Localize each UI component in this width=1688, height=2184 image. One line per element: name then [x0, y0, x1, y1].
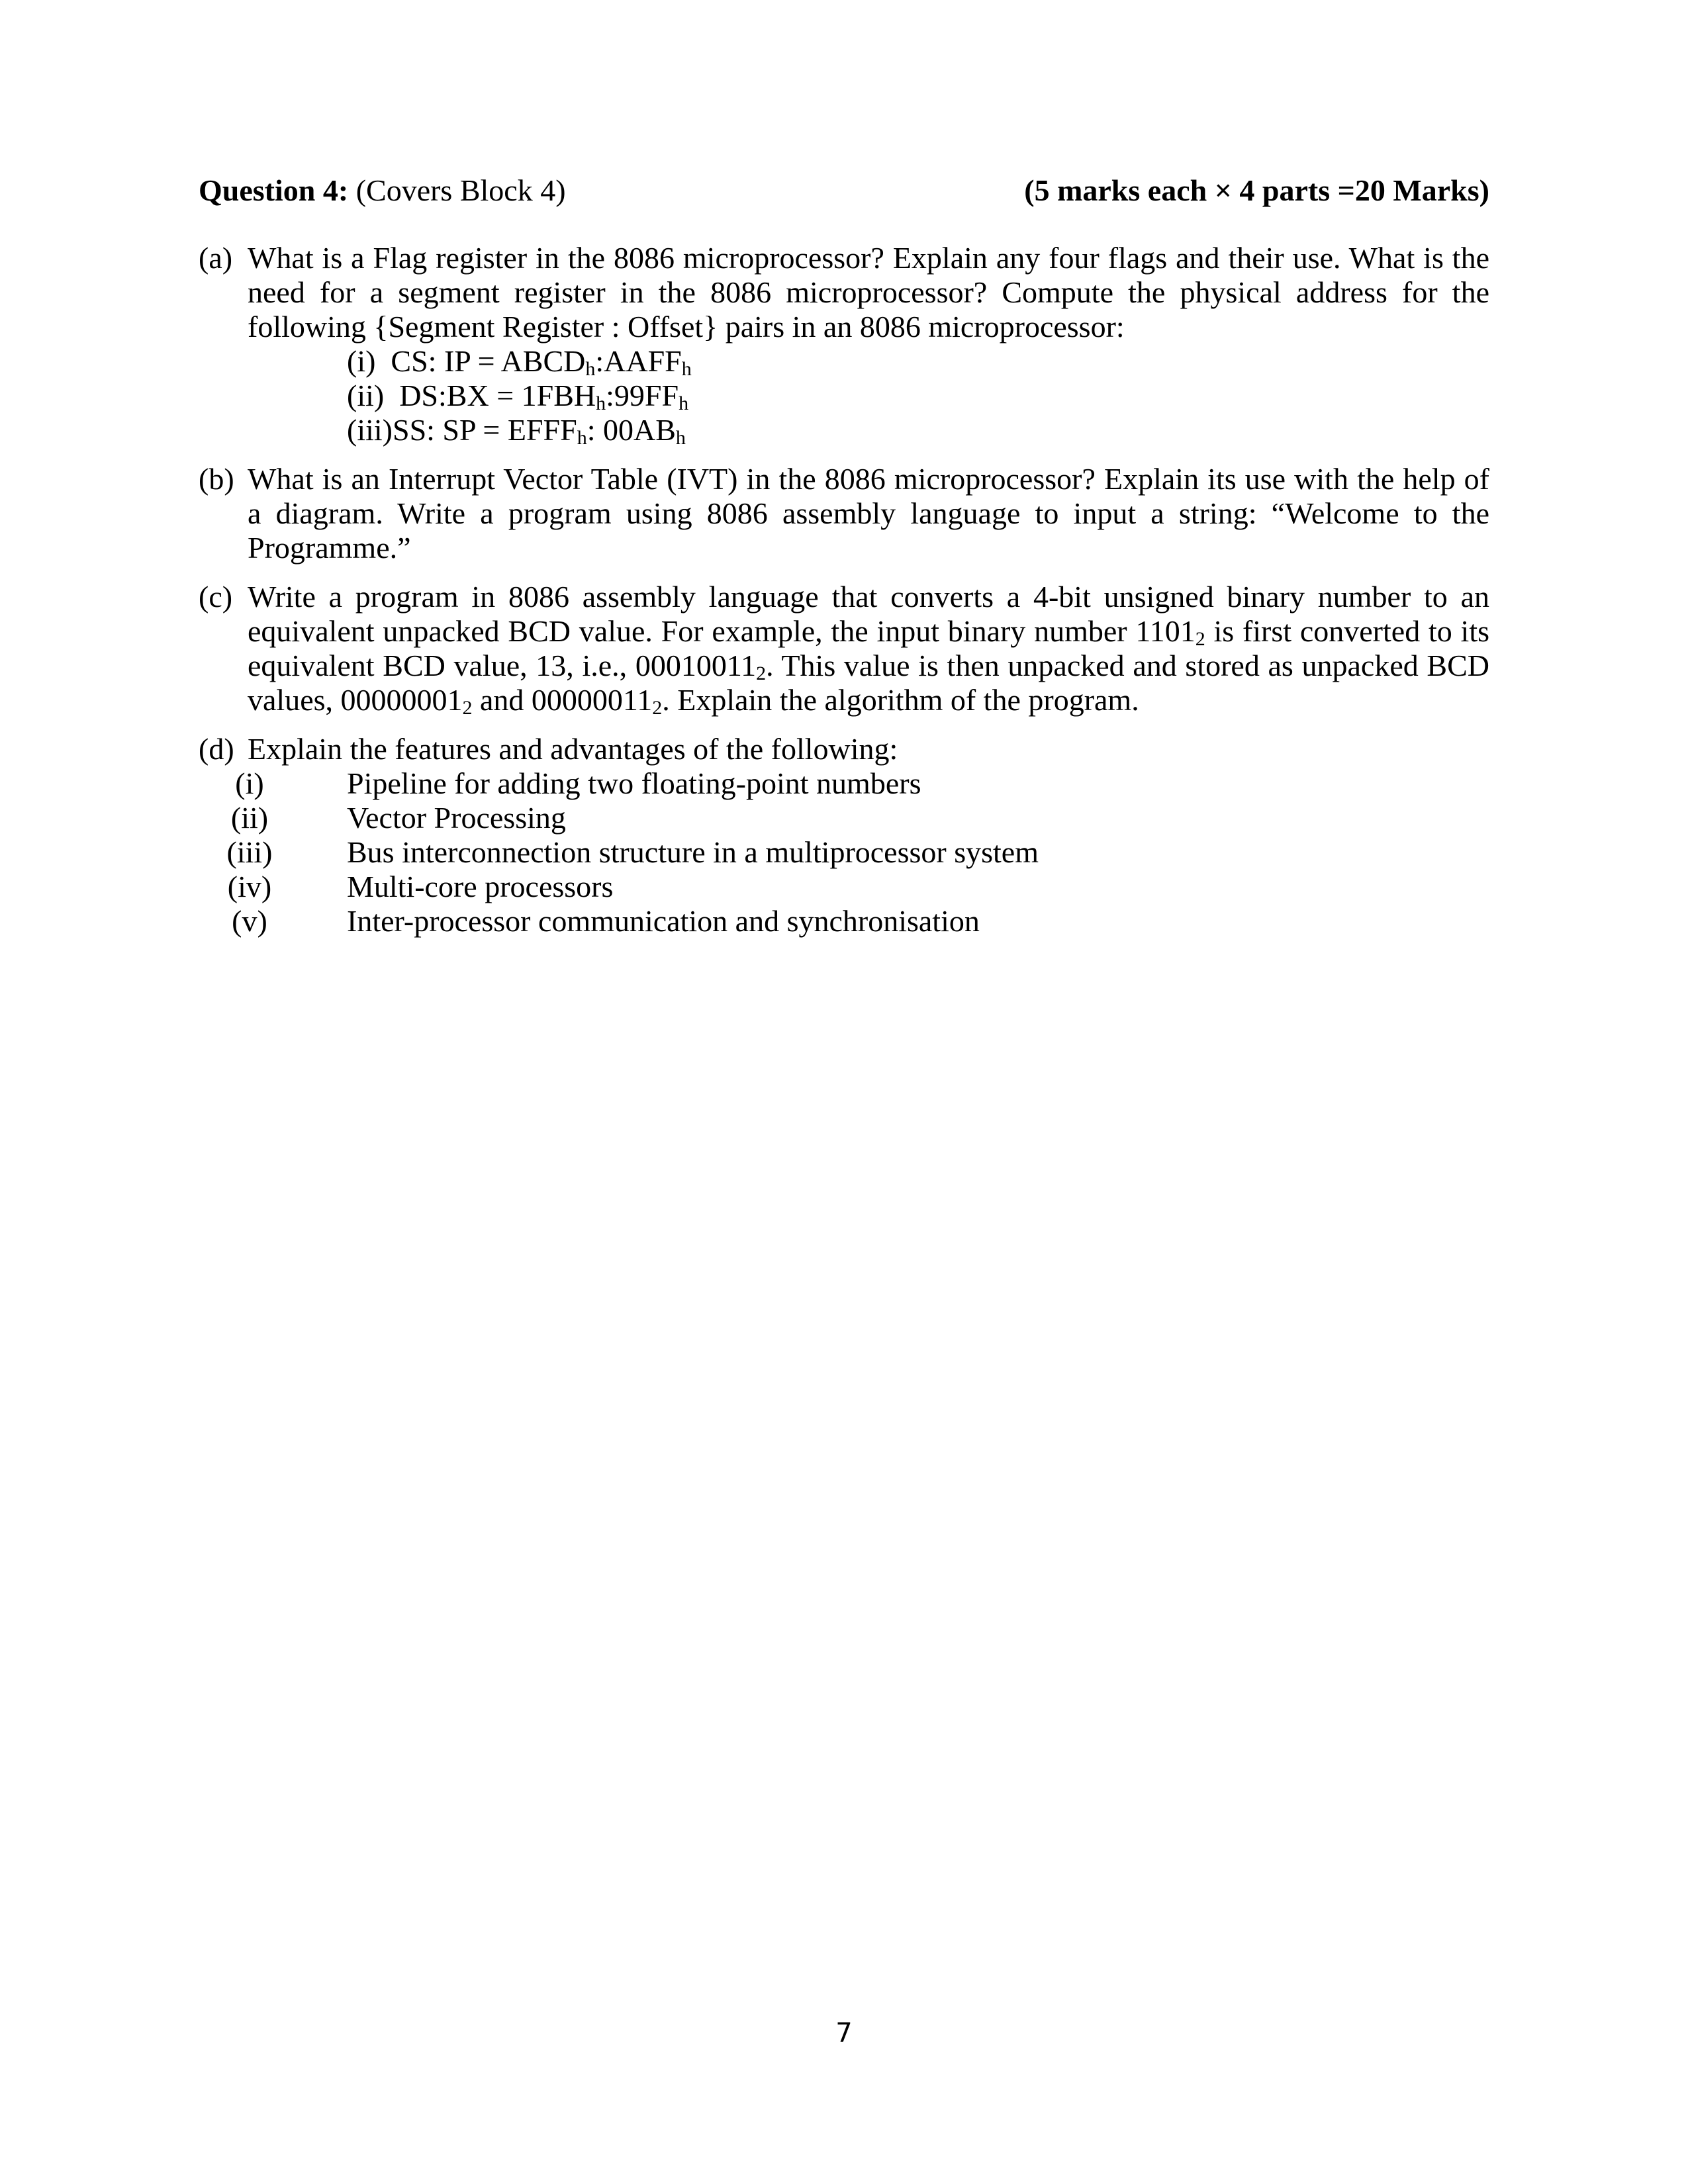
part-a-item	[347, 379, 1489, 413]
part-c-text-segment: is first converted to its equivalent BCD value, 13, i.e., 00010011	[248, 614, 1490, 682]
item-text: Bus interconnection structure in a multiprocessor system	[347, 835, 1039, 869]
part-d-item	[235, 766, 1489, 801]
part-b	[199, 462, 1489, 565]
question-covers: (Covers Block 4)	[355, 173, 566, 207]
subscript: h	[675, 427, 686, 449]
part-c-text-segment: and 00000011	[472, 683, 653, 717]
part-d-item	[227, 870, 1489, 904]
part-d-label: (d)	[199, 732, 234, 766]
question-header	[199, 173, 1489, 210]
item-text: Multi-core processors	[347, 870, 614, 903]
part-b-label: (b)	[199, 462, 234, 496]
part-a-text: What is a Flag register in the 8086 microprocessor? Explain any four flags and their use. What is the need for a segment register in the 8086 microprocessor? Compute the physical address for the following {Segment Register : Offset} pairs in an 8086 microprocessor:	[248, 241, 1489, 343]
part-d	[199, 732, 1489, 938]
question-title-block	[199, 173, 566, 208]
part-c-text-segment: . This value is then unpacked and stored as unpacked BCD values, 00000001	[248, 649, 1489, 717]
item-number: (iii)	[226, 835, 273, 869]
question-marks: (5 marks each × 4 parts =20 Marks)	[1024, 173, 1489, 207]
item-text: DS:BX = 1FBH	[399, 379, 596, 412]
part-a-label: (a)	[199, 241, 233, 275]
part-c	[199, 580, 1489, 717]
subscript: 2	[756, 662, 767, 684]
part-a-item	[347, 413, 1489, 447]
subscript: h	[679, 392, 689, 414]
item-text: SS: SP = EFFF	[392, 413, 577, 447]
subscript: 2	[462, 697, 473, 719]
subscript: h	[596, 392, 606, 414]
item-text: CS: IP = ABCD	[391, 344, 586, 378]
subscript: h	[681, 358, 692, 380]
part-d-item	[226, 835, 1489, 870]
item-text: Vector Processing	[347, 801, 566, 835]
part-c-text	[248, 580, 1489, 717]
item-text: Inter-processor communication and synchronisation	[347, 904, 980, 938]
question-title: Question 4:	[199, 173, 349, 207]
part-b-text: What is an Interrupt Vector Table (IVT) in the 8086 microprocessor? Explain its use with the help of a diagram. Write a program using 8086 assembly language to input a string: “Welcome to the Programme.”	[248, 462, 1489, 565]
part-d-text: Explain the features and advantages of the following:	[248, 732, 898, 766]
part-d-items	[226, 766, 1489, 938]
exam-page	[199, 173, 1489, 938]
item-text: Pipeline for adding two floating-point numbers	[347, 766, 921, 800]
item-number: (i)	[235, 766, 264, 800]
part-d-item	[230, 801, 1489, 835]
item-number: (v)	[232, 904, 267, 938]
subscript: 2	[1195, 628, 1205, 650]
subscript: h	[577, 427, 587, 449]
item-number: (iv)	[227, 870, 272, 903]
item-number: (iii)	[347, 413, 393, 447]
item-text: :AAFF	[595, 344, 682, 378]
item-number: (i)	[347, 344, 376, 378]
subscript: 2	[652, 697, 663, 719]
part-a-item	[347, 344, 1489, 379]
part-a	[199, 241, 1489, 447]
part-d-item	[232, 904, 1489, 938]
item-text: : 00AB	[586, 413, 676, 447]
item-text: :99FF	[606, 379, 679, 412]
part-c-text-segment: Write a program in 8086 assembly language that converts a 4-bit unsigned binary number to an equivalent unpacked BCD value. For example, the input binary number 1101	[248, 580, 1489, 648]
part-a-items	[248, 344, 1489, 447]
part-c-text-segment: . Explain the algorithm of the program.	[662, 683, 1139, 717]
item-number: (ii)	[230, 801, 269, 835]
subscript: h	[585, 358, 596, 380]
item-number: (ii)	[347, 379, 385, 412]
part-c-label: (c)	[199, 580, 233, 614]
page-number: 7	[835, 2018, 853, 2048]
